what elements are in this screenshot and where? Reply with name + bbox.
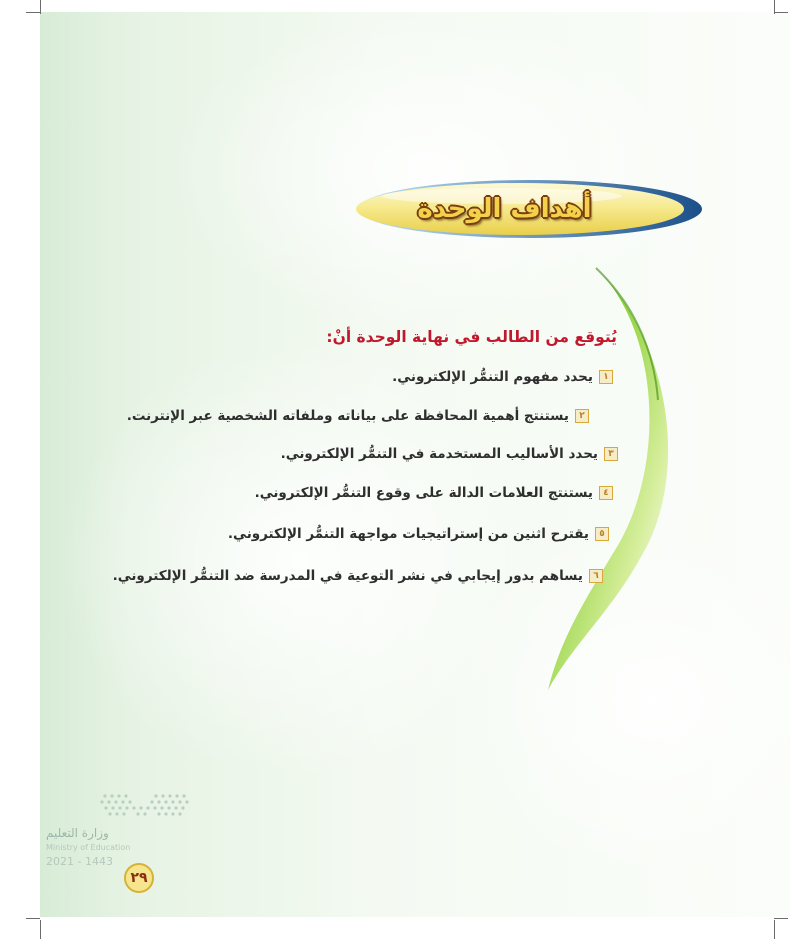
crop-mark — [26, 918, 40, 919]
objective-number: ٤ — [599, 486, 613, 500]
objective-number: ٢ — [575, 409, 589, 423]
objective-item — [228, 526, 609, 542]
objective-text: يستنتج أهمية المحافظة على بياناته وملفاته الشخصية عبر الإنترنت. — [126, 408, 569, 424]
objective-item — [113, 568, 603, 584]
objective-item — [255, 485, 613, 501]
crop-mark — [26, 12, 40, 13]
objective-number: ٦ — [589, 569, 603, 583]
objective-text: يساهم بدور إيجابي في نشر التوعية في المدرسة ضد التنمُّر الإلكتروني. — [112, 568, 583, 584]
page-number-badge — [124, 863, 154, 893]
ministry-date: 2021 - 1443 — [46, 855, 113, 868]
objective-text: يحدد الأساليب المستخدمة في التنمُّر الإلكتروني. — [280, 446, 598, 462]
page-number: ٢٩ — [130, 870, 148, 886]
objective-number: ١ — [599, 370, 613, 384]
objective-item — [127, 408, 589, 424]
objective-number: ٥ — [595, 527, 609, 541]
ministry-name-en: Ministry of Education — [46, 843, 131, 852]
objective-item — [392, 369, 613, 385]
crop-mark — [40, 0, 41, 14]
objective-text: يقترح اثنين من إستراتيجيات مواجهة التنمُّر الإلكتروني. — [227, 526, 589, 542]
crop-mark — [774, 918, 788, 919]
page-title: أهداف الوحدة — [417, 194, 592, 224]
crop-mark — [774, 12, 788, 13]
objective-number: ٣ — [604, 447, 618, 461]
crop-mark — [774, 920, 775, 939]
ministry-name-ar: وزارة التعليم — [46, 826, 109, 840]
objective-text: يستنتج العلامات الدالة على وقوع التنمُّر الإلكتروني. — [254, 485, 593, 501]
objective-item — [281, 446, 618, 462]
objectives-intro: يُتوقع من الطالب في نهاية الوحدة أنْ: — [326, 328, 617, 346]
crop-mark — [40, 920, 41, 939]
objective-text: يحدد مفهوم التنمُّر الإلكتروني. — [392, 369, 593, 385]
